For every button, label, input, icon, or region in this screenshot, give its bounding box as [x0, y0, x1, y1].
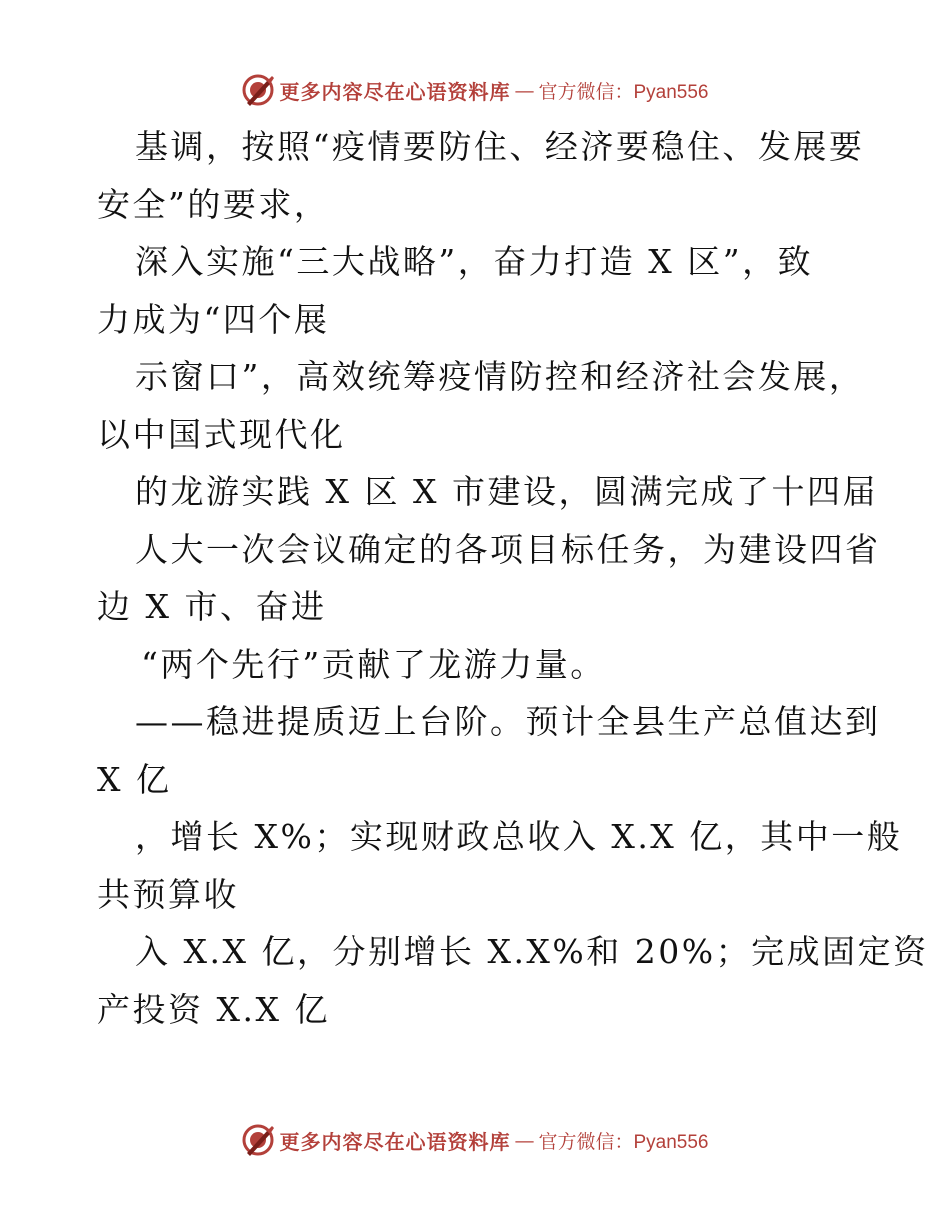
text-line: ，增长 X%；实现财政总收入 X.X 亿，其中一般 — [135, 817, 903, 856]
footer-site-text: 更多内容尽在心语资料库 — [279, 1129, 511, 1154]
text-line: 共预算收 — [97, 874, 239, 914]
text-line: 深入实施“三大战略”，奋力打造 X 区”，致 — [135, 242, 814, 281]
header-site-text: 更多内容尽在心语资料库 — [279, 79, 511, 104]
footer-banner — [0, 1120, 950, 1160]
header-wechat-text: 官方微信：Pyan556 — [538, 81, 709, 103]
pen-logo-icon — [241, 1123, 275, 1157]
document-body — [97, 118, 929, 1038]
text-line: 入 X.X 亿，分别增长 X.X%和 20%；完成固定资 — [135, 932, 929, 971]
text-line: 以中国式现代化 — [97, 414, 346, 454]
text-line: “两个先行”贡献了龙游力量。 — [141, 644, 606, 684]
text-line: 人大一次会议确定的各项目标任务，为建设四省 — [135, 529, 881, 569]
text-line: 示窗口”，高效统筹疫情防控和经济社会发展， — [135, 357, 865, 396]
footer-separator: — — [514, 1128, 535, 1152]
text-line: 基调，按照“疫情要防住、经济要稳住、发展要 — [135, 127, 865, 166]
text-line: X 亿 — [97, 759, 172, 799]
header-separator: — — [514, 78, 535, 102]
text-line: 力成为“四个展 — [97, 299, 330, 339]
text-line: 的龙游实践 X 区 X 市建设，圆满完成了十四届 — [135, 472, 878, 511]
footer-wechat-text: 官方微信：Pyan556 — [538, 1131, 709, 1153]
text-line: 安全”的要求， — [97, 184, 330, 224]
pen-logo-icon — [241, 73, 275, 107]
text-line: ——稳进提质迈上台阶。预计全县生产总值达到 — [135, 702, 881, 741]
text-line: 产投资 X.X 亿 — [97, 989, 330, 1029]
header-banner — [0, 70, 950, 110]
text-line: 边 X 市、奋进 — [97, 587, 327, 626]
